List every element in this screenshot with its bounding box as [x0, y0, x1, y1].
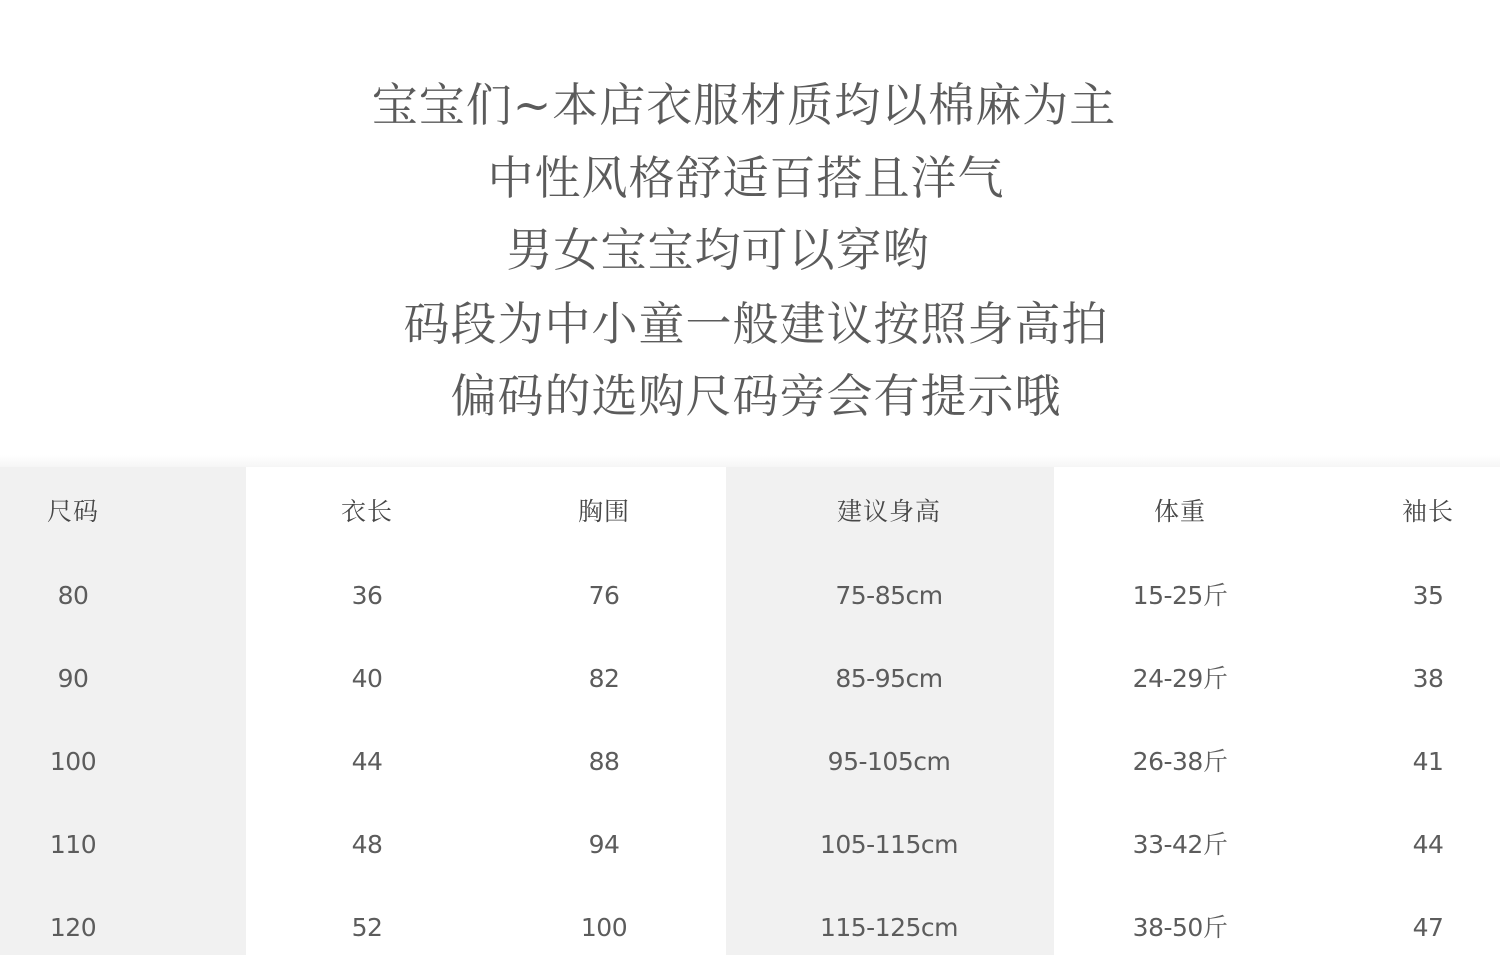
cell-chest: 88	[588, 747, 620, 776]
cell-height: 115-125cm	[819, 913, 959, 942]
divider	[0, 455, 1500, 467]
cell-weight: 15-25斤	[1132, 581, 1228, 610]
cell-size: 80	[57, 581, 89, 610]
cell-length: 36	[351, 581, 383, 610]
cell-length: 44	[351, 747, 383, 776]
header-chest: 胸围	[577, 497, 630, 526]
cell-length: 40	[351, 664, 383, 693]
cell-size: 110	[49, 830, 97, 859]
header-height: 建议身高	[836, 497, 941, 526]
header-length: 衣长	[340, 497, 393, 526]
cell-length: 52	[351, 913, 383, 942]
cell-sleeve: 35	[1412, 581, 1444, 610]
cell-sleeve: 41	[1412, 747, 1444, 776]
cell-weight: 33-42斤	[1132, 830, 1228, 859]
header-weight: 体重	[1153, 497, 1206, 526]
cell-weight: 24-29斤	[1132, 664, 1228, 693]
header-sleeve: 袖长	[1401, 497, 1454, 526]
cell-sleeve: 44	[1412, 830, 1444, 859]
cell-sleeve: 38	[1412, 664, 1444, 693]
intro-line-1: 宝宝们~本店衣服材质均以棉麻为主	[371, 78, 1117, 132]
column-shade-height	[726, 467, 1054, 955]
intro-line-2: 中性风格舒适百搭且洋气	[487, 151, 1005, 205]
cell-weight: 26-38斤	[1132, 747, 1228, 776]
cell-size: 100	[49, 747, 97, 776]
header-size: 尺码	[46, 497, 99, 526]
cell-height: 105-115cm	[819, 830, 959, 859]
cell-length: 48	[351, 830, 383, 859]
cell-size: 90	[57, 664, 89, 693]
size-chart-table	[0, 467, 1500, 955]
cell-weight: 38-50斤	[1132, 913, 1228, 942]
cell-height: 95-105cm	[827, 747, 951, 776]
intro-line-4: 码段为中小童一般建议按照身高拍	[403, 297, 1109, 351]
cell-height: 85-95cm	[835, 664, 943, 693]
cell-chest: 76	[588, 581, 620, 610]
cell-chest: 100	[580, 913, 628, 942]
cell-sleeve: 47	[1412, 913, 1444, 942]
cell-chest: 94	[588, 830, 620, 859]
cell-chest: 82	[588, 664, 620, 693]
intro-text-block	[0, 0, 1500, 455]
column-shade-size	[0, 467, 246, 955]
cell-height: 75-85cm	[835, 581, 943, 610]
intro-line-3: 男女宝宝均可以穿哟	[506, 223, 930, 277]
intro-line-5: 偏码的选购尺码旁会有提示哦	[450, 369, 1062, 423]
cell-size: 120	[49, 913, 97, 942]
